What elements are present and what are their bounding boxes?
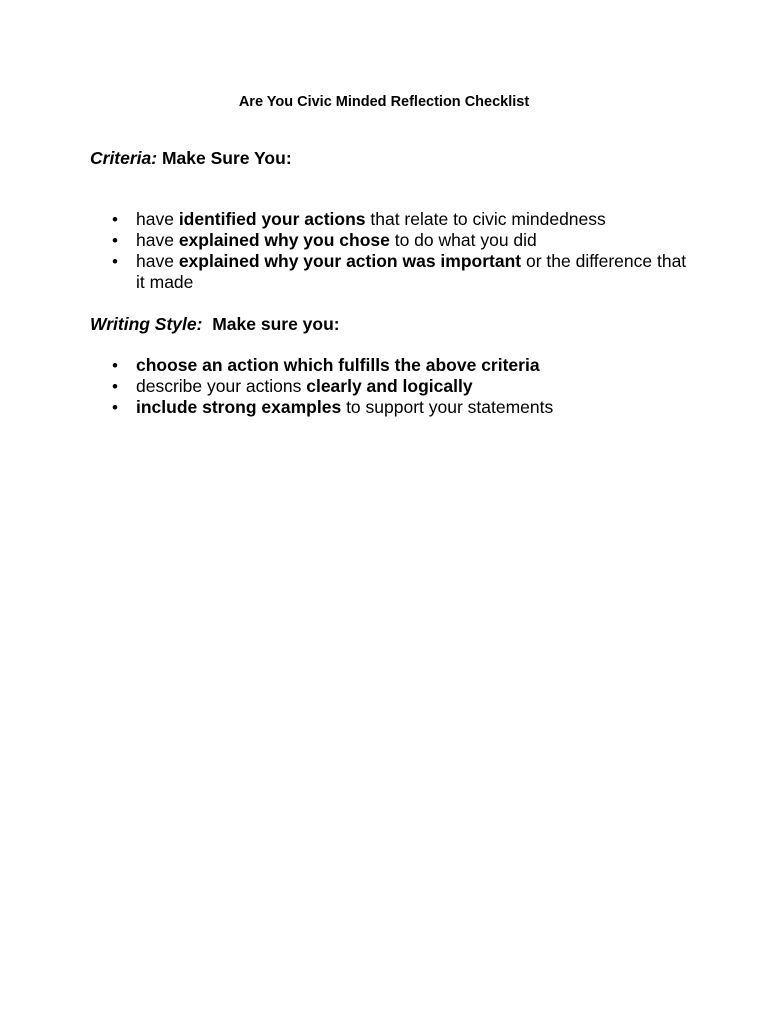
writing-style-list bbox=[90, 355, 690, 418]
document-title: Are You Civic Minded Reflection Checklist bbox=[238, 94, 530, 110]
criteria-item bbox=[90, 230, 690, 251]
criteria-item-text: that relate to civic mindedness bbox=[365, 209, 606, 229]
writing-style-item-emphasis: clearly and logically bbox=[306, 376, 473, 396]
writing-style-item bbox=[90, 376, 690, 397]
bullet-icon: • bbox=[112, 398, 118, 417]
criteria-item bbox=[90, 209, 690, 230]
bullet-icon: • bbox=[112, 356, 118, 375]
criteria-item-emphasis: explained why your action was important bbox=[178, 251, 522, 271]
criteria-item-emphasis: identified your actions bbox=[178, 209, 366, 229]
writing-style-item bbox=[90, 397, 690, 418]
criteria-item-text: or the difference that it made bbox=[136, 251, 687, 292]
criteria-item-text: have bbox=[136, 230, 179, 250]
criteria-heading-text: Make Sure You: bbox=[157, 148, 292, 168]
criteria-heading bbox=[90, 148, 292, 168]
criteria-item-text: to do what you did bbox=[389, 230, 537, 250]
writing-style-item-emphasis: include strong examples bbox=[136, 397, 342, 417]
criteria-heading-lead: Criteria: bbox=[90, 148, 158, 168]
criteria-item-text: have bbox=[136, 209, 179, 229]
writing-style-item-text: describe your actions bbox=[136, 376, 307, 396]
writing-style-item-text: to support your statements bbox=[341, 397, 554, 417]
writing-style-heading-lead: Writing Style: bbox=[90, 314, 203, 334]
criteria-item bbox=[90, 251, 690, 293]
criteria-list bbox=[90, 209, 690, 293]
writing-style-item-emphasis: choose an action which fulfills the above criteria bbox=[136, 355, 540, 375]
bullet-icon: • bbox=[112, 377, 118, 396]
bullet-icon: • bbox=[112, 210, 118, 229]
bullet-icon: • bbox=[112, 252, 118, 271]
criteria-item-emphasis: explained why you chose bbox=[178, 230, 390, 250]
writing-style-item bbox=[90, 355, 690, 376]
criteria-item-text: have bbox=[136, 251, 179, 271]
writing-style-heading-text: Make sure you: bbox=[202, 314, 340, 334]
bullet-icon: • bbox=[112, 231, 118, 250]
writing-style-heading bbox=[90, 314, 340, 334]
